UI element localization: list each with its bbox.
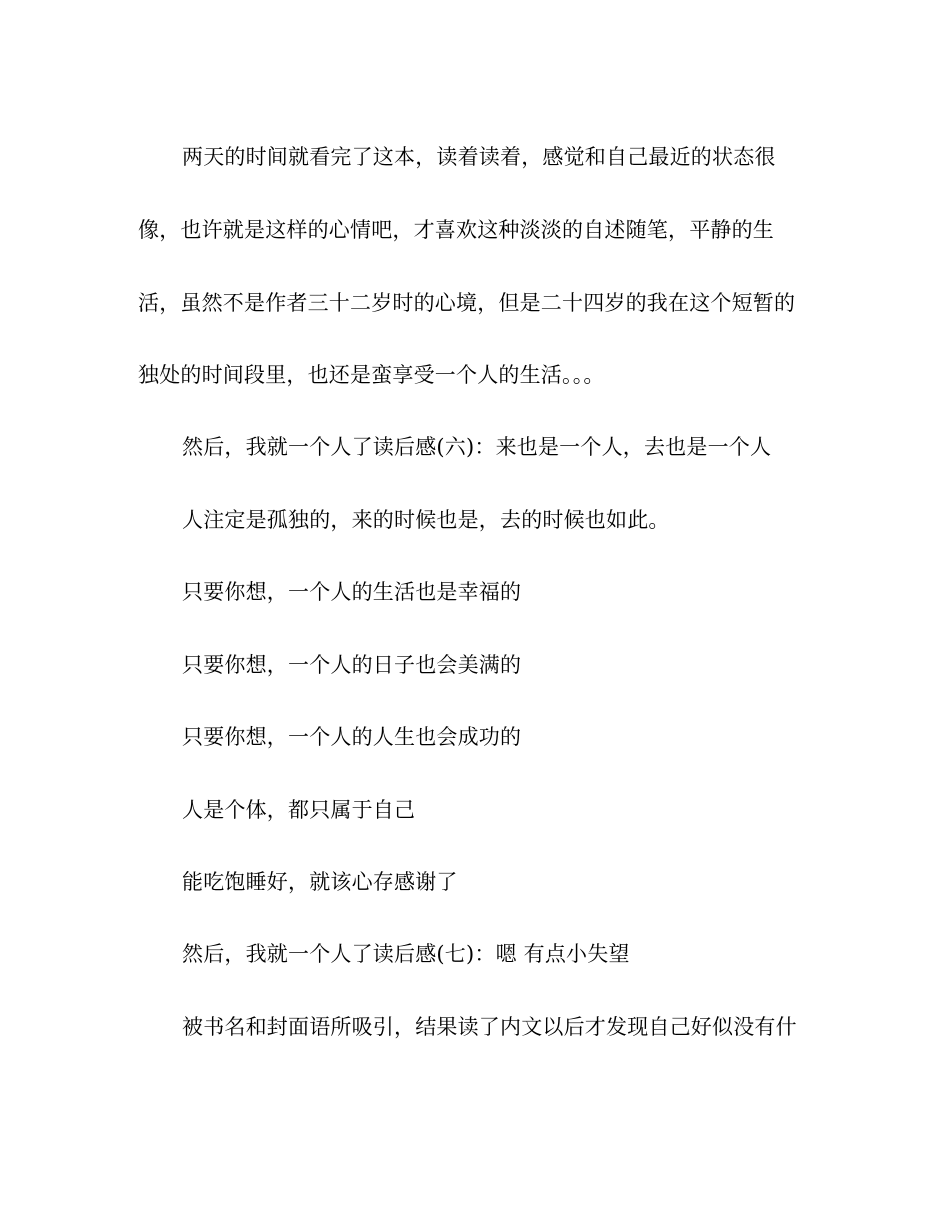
text-line: 只要你想，一个人的人生也会成功的 bbox=[182, 725, 522, 749]
text-line: 能吃饱睡好，就该心存感谢了 bbox=[182, 870, 458, 894]
text-line: 只要你想，一个人的生活也是幸福的 bbox=[182, 580, 522, 604]
text-line: 被书名和封面语所吸引，结果读了内文以后才发现自己好似没有什 bbox=[182, 1015, 797, 1039]
text-line: 人是个体，都只属于自己 bbox=[182, 798, 416, 822]
text-line: 只要你想，一个人的日子也会美满的 bbox=[182, 653, 522, 677]
review-six-heading: 然后，我就一个人了读后感(六)：来也是一个人，去也是一个人 bbox=[182, 435, 772, 459]
text-line: 人注定是孤独的，来的时候也是，去的时候也如此。 bbox=[182, 508, 670, 532]
paragraph-1-line-1: 两天的时间就看完了这本，读着读着，感觉和自己最近的状态很 bbox=[182, 145, 776, 169]
paragraph-1-line-2: 像，也许就是这样的心情吧，才喜欢这种淡淡的自述随笔，平静的生 bbox=[138, 218, 774, 242]
paragraph-1-line-3: 活，虽然不是作者三十二岁时的心境，但是二十四岁的我在这个短暂的 bbox=[138, 291, 796, 315]
review-seven-heading: 然后，我就一个人了读后感(七)：嗯 有点小失望 bbox=[182, 942, 630, 966]
paragraph-1-line-4: 独处的时间段里，也还是蛮享受一个人的生活。。。 bbox=[138, 363, 605, 387]
